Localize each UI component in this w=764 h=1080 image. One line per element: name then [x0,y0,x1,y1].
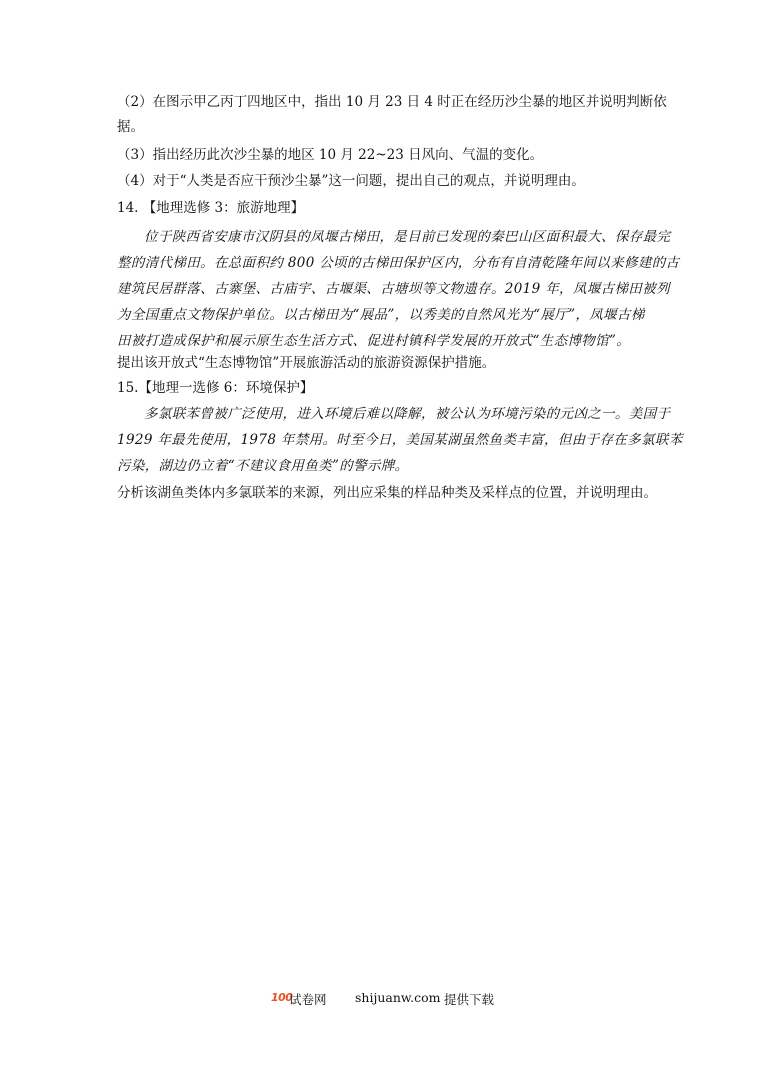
question-14-heading: 14. 【地理选修 3：旅游地理】 [117,200,305,216]
question-14-passage [117,224,680,354]
passage-line: 建筑民居群落、古寨堡、古庙宇、古堰渠、古塘坝等文物遗存。2019 年，凤堰古梯田被列 [117,281,670,297]
question-3: （3）指出经历此次沙尘暴的地区 10 月 22~23 日风向、气温的变化。 [117,147,544,163]
passage-line: 多氯联苯曾被广泛使用，进入环境后难以降解，被公认为环境污染的元凶之一。美国于 [144,406,671,422]
passage-line: 田被打造成保护和展示原生态生活方式、促进村镇科学发展的开放式“生态博物馆”。 [117,333,631,349]
site-domain[interactable]: shijuanw.com [355,990,441,1005]
question-15-ask: 分析该湖鱼类体内多氯联苯的来源，列出应采集的样品种类及采样点的位置，并说明理由。 [117,485,657,501]
page-footer [0,990,764,1010]
passage-line: 位于陕西省安康市汉阴县的凤堰古梯田，是目前已发现的秦巴山区面积最大、保存最完 [144,229,671,245]
site-name: 试卷网 [289,992,327,1007]
question-15-heading: 15.【地理一选修 6：环境保护】 [117,380,314,396]
download-note: 提供下载 [444,992,495,1007]
site-logo: 100 [271,991,293,1004]
question-14-ask: 提出该开放式“生态博物馆”开展旅游活动的旅游资源保护措施。 [117,355,496,371]
question-2-line-2: 据。 [117,119,144,135]
passage-line: 1929 年最先使用，1978 年禁用。时至今日，美国某湖虽然鱼类丰富，但由于存在多氯联苯 [117,432,683,448]
question-4: （4）对于“人类是否应干预沙尘暴”这一问题，提出自己的观点，并说明理由。 [117,173,585,189]
question-2-line-1: （2）在图示甲乙丙丁四地区中，指出 10 月 23 日 4 时正在经历沙尘暴的地区并说明判断依 [117,94,667,110]
passage-line: 为全国重点文物保护单位。以古梯田为“展品”，以秀美的自然风光为“展厅”，凤堰古梯 [117,307,645,323]
passage-line: 污染，湖边仍立着“不建议食用鱼类”的警示牌。 [117,458,409,474]
question-15-passage [117,401,683,479]
passage-line: 整的清代梯田。在总面积约 800 公顷的古梯田保护区内，分布有自清乾隆年间以来修建的古 [117,255,680,271]
